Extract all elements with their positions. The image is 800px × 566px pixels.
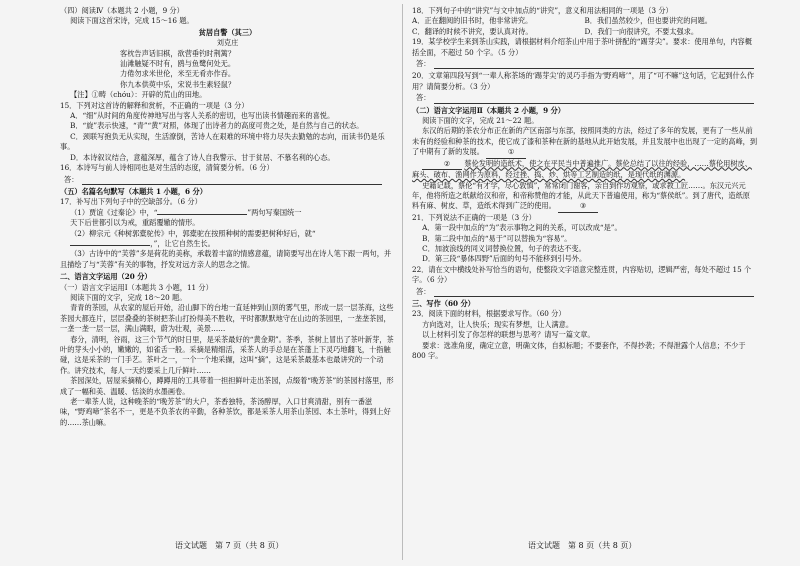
passage-paragraph: 茶园深处，居屋采摘精心，蹲蹲用的工具带着一担担鲜叶走出茶园，点缀着“晚芳茶”的茶园村落里，形成了一幅和美、温暖、恬淡的水墨画卷。 <box>60 376 394 396</box>
q21-option-d: D．第三段“暴体四野”后面的句号不能移到引号外。 <box>422 254 587 264</box>
q20-answer-line[interactable] <box>416 93 757 103</box>
part-2-subtitle: （一）语言文字运用Ⅰ（本题共 3 小题，11 分） <box>60 282 213 292</box>
q17-item-3: （3）古诗中的“芙蓉”多是荷花的美称，承载着丰富的情感意蕴，请简要写出在诗人笔下跟一两句，并且描绘了与“芙蓉”有关的事物，抒发对远方亲人的思念之情。 <box>60 249 392 269</box>
passage2-paragraph: 史籍记载，蔡伦“有才学，尽心敦慎”，常常闭门谢客，亲自到作坊观察，或求教工匠……。东汉元兴元年，他将所造之纸献给汉和帝，和帝称赞他的才能，从此天下普遍使用，称为“蔡侯纸”。到了唐代，造纸原料有麻、树皮、草，造纸术得到广泛的使用。 ③ <box>412 181 757 213</box>
poem-line: 客枕告声话旧棋，欲营垂钓时荆篱？ <box>120 48 236 58</box>
answer-label: 答： <box>64 174 79 184</box>
q18-option-a: A．正在翻阅的旧书时，他非常讲究。 <box>412 16 533 26</box>
page-7-footer: 语文试题 第 7 页（共 8 页） <box>175 541 284 550</box>
passage-paragraph: 春分，清明，谷雨，这三个节气的时日里，是采茶最好的“黄金期”。茶季，茶树上冒出了茶叶新芽，茶叶的芽头小小的，嫩嫩的，如雀舌一般。采摘是精细活，采茶人的手总是在茶蓬上下灵巧地翻飞，十指触碰，这是采茶的一门手艺。茶叶之一，一个一个地采撷，这叫“摘”，这是采茶最基本也最讲究的一个动作。讲究技术，每人一天约要采上几斤鲜叶…… <box>60 334 394 375</box>
poem-line: 力倦勿求米世伦，米至无肴亦作吞。 <box>120 69 236 79</box>
question-23: 23．阅读下面的材料，根据要求写作。（60 分） <box>412 309 566 319</box>
section-5-title: （五）名篇名句默写（本题共 1 小题，6 分） <box>60 186 207 196</box>
question-18: 18．下列句子中的“讲究”与文中加点的“讲究”，意义和用法相同的一项是（3 分） <box>412 6 673 15</box>
passage2-paragraph: ② 蔡伦发明的造纸术，使之在平民当中普遍推广。蔡伦总结了以往的经验，……蔡伦用树皮、麻头、破布、渔网作为原料，经过挫、捣、炒、烘等工艺制造的纸，是现代纸的渊源。 <box>412 158 752 180</box>
passage-paragraph: 青青的茶园，从农家的屋后开始，沿山脚下的台地一直延伸到山顶的雾气里，形成一层一层茶海，这些茶园大都连片，层层叠叠的茶树把茶山打扮得美不胜收，平时都默默地守在山边的茶园里，一垄垄茶园，一垄一垄一层一层，满山满眼，蔚为壮观，美景…… <box>60 303 394 334</box>
question-17: 17．补写出下列句子中的空缺部分。（6 分） <box>60 197 202 207</box>
question-22: 22．请在文中横线处补写恰当的语句，使整段文字语意完整连贯，内容贴切，逻辑严密，每处不超过 15 个字。（6 分） <box>412 264 752 285</box>
q16-answer-line[interactable] <box>64 175 395 185</box>
question-20: 20．文章第四段写到“一辈人称茶场的‘踢芽尖’的灵巧手指为‘野鸡啼’”，用了“可不嘛”这句话，它起到什么作用？请简要分析。（3 分） <box>412 71 755 91</box>
question-16: 16．本诗写与前人诗相同也是对生活的态度，清简要分析。（6 分） <box>60 163 274 173</box>
q17-item-1: （1）贾谊《过秦论》中，“ ”两句写秦国统一 <box>70 207 302 217</box>
q21-option-b: B．第二段中加点的“易于”可以替换为“容易”。 <box>422 233 572 243</box>
q18-options-row <box>412 16 757 26</box>
q15-option-d: D．本诗叙议结合，意蕴深厚，蕴含了诗人自我警示、甘于贫居、不慕名利的心态。 <box>70 152 335 162</box>
poem-note: 【注】①畴（chóu）：开辟的荒山的田地。 <box>70 90 207 100</box>
section-4-intro: 阅读下面这首宋诗，完成 15～16 题。 <box>70 16 194 26</box>
q17-item-1-cont: 天下后世都引以为戒，重蹈覆辙的情形。 <box>70 218 200 228</box>
poem-author: 刘克庄 <box>216 38 239 48</box>
page-8-footer: 语文试题 第 8 页（共 8 页） <box>528 541 637 550</box>
q15-option-c: C．颈联写抱负无从实现，生活潦倒，苦诗人在艰难的环境中将力尽失去勤勉的志向，而读书仍是乐事。 <box>60 131 385 152</box>
q18-option-d: D．我们一向很讲究，不要太强求。 <box>584 26 699 36</box>
section-4-title: （四）阅读Ⅳ（本题共 2 小题，9 分） <box>60 6 184 15</box>
q17-item-2-cont: ，”，让它自然生长。 <box>60 239 395 249</box>
q15-option-a: A．“细”从时间的角度传神地写出与客人关系的密切，也写出读书情趣而来的喜悦。 <box>70 111 335 121</box>
q23-prompt: 以上材料引发了你怎样的联想与思考？请写一篇文章。 <box>422 330 595 340</box>
q23-material: 方向选对，让人快乐；现实有梦想，让人满意。 <box>422 319 574 329</box>
q23-requirements: 要求：选准角度，确定立意，明确文体，自拟标题；不要套作，不得抄袭；不得泄露个人信息；不少于 800 字。 <box>412 340 746 360</box>
answer-label: 答： <box>416 286 431 296</box>
question-19: 19．某学校学生来到茶山实践，请根据材料介绍茶山中用于茶叶拼配的“踢芽尖”。要求：使用单句，内容概括全面，不超过 50 个字。（5 分） <box>412 37 752 57</box>
q21-option-a: A．第一段中加点的“为”表示事物之间的关系，可以改成“是”。 <box>422 223 622 233</box>
q21-option-c: C．加波浪线的同义词替换位置，句子的表达不变。 <box>422 243 586 253</box>
passage-paragraph: 老一辈茶人说，这种晚茶的“晚芳茶”的大户，茶香独特，茶汤醇厚，入口甘爽清甜，别有一番滋味，“野鸡啼”茶名不一，更是不负茶农的辛勤，各种茶饮，都是采茶人用茶山茶园、本土茶叶，得到上好的……茶山嘛。 <box>60 397 391 427</box>
q17-item-2: （2）柳宗元《种树郭橐驼传》中，郭橐驼在按照种树的需要把树种好后，就“ <box>70 228 316 238</box>
question-21: 21．下列说法不正确的一项是（3 分） <box>412 212 536 222</box>
poem-line: 你九本供萸中乐，宋说书生素轻鼠？ <box>120 79 236 89</box>
page-divider <box>402 4 403 560</box>
page-8 <box>412 6 757 361</box>
q15-option-b: B．“旋”表示快速，“青”“黄”对照，体现了出诗者力的高度可贵之处，是自然与自己的状态。 <box>70 121 364 131</box>
poem-title: 贫居自警（其三） <box>198 27 257 37</box>
q18-option-c: C．翻译的时候不讲究，要认真对待。 <box>412 26 533 36</box>
poem-body <box>120 49 395 91</box>
answer-label: 答： <box>416 93 431 103</box>
subsection-2-title: （二）语言文字运用Ⅱ（本题共 2 小题，9 分） <box>412 105 565 115</box>
part-3-title: 三、写作（60 分） <box>412 298 475 308</box>
answer-label: 答： <box>416 59 431 69</box>
part-2-intro: 阅读下面的文字，完成 18～20 题。 <box>70 292 187 302</box>
q18-option-b: B．我们虽然较少，但也要讲究的问题。 <box>584 16 712 26</box>
passage2-paragraph: 东汉的后期的茶农分布正在新的产区南部与东部，按照同类的方法，经过了多年的发展，更有了一些从前未有的经验和种茶的技术，使它成了漆和茶种在新的基地从此开始发展，并且发展中也出现了一定的高峰，到了中期有了新的发展。 ① <box>412 126 757 158</box>
question-15: 15．下列对这首诗的解释和赏析，不正确的一项是（3 分） <box>60 100 249 110</box>
q22-answer-line[interactable] <box>416 287 757 297</box>
q18-options-row <box>412 27 757 37</box>
page-7 <box>60 6 395 428</box>
q19-answer-line[interactable] <box>416 59 757 69</box>
poem-line: 汕滩触疑不时有，鸥与鱼鹭何处无。 <box>120 59 236 69</box>
part-2-title: 二、语言文字运用（20 分） <box>60 272 152 282</box>
subsection-2-intro: 阅读下面的文字，完成 21～22 题。 <box>422 116 539 126</box>
